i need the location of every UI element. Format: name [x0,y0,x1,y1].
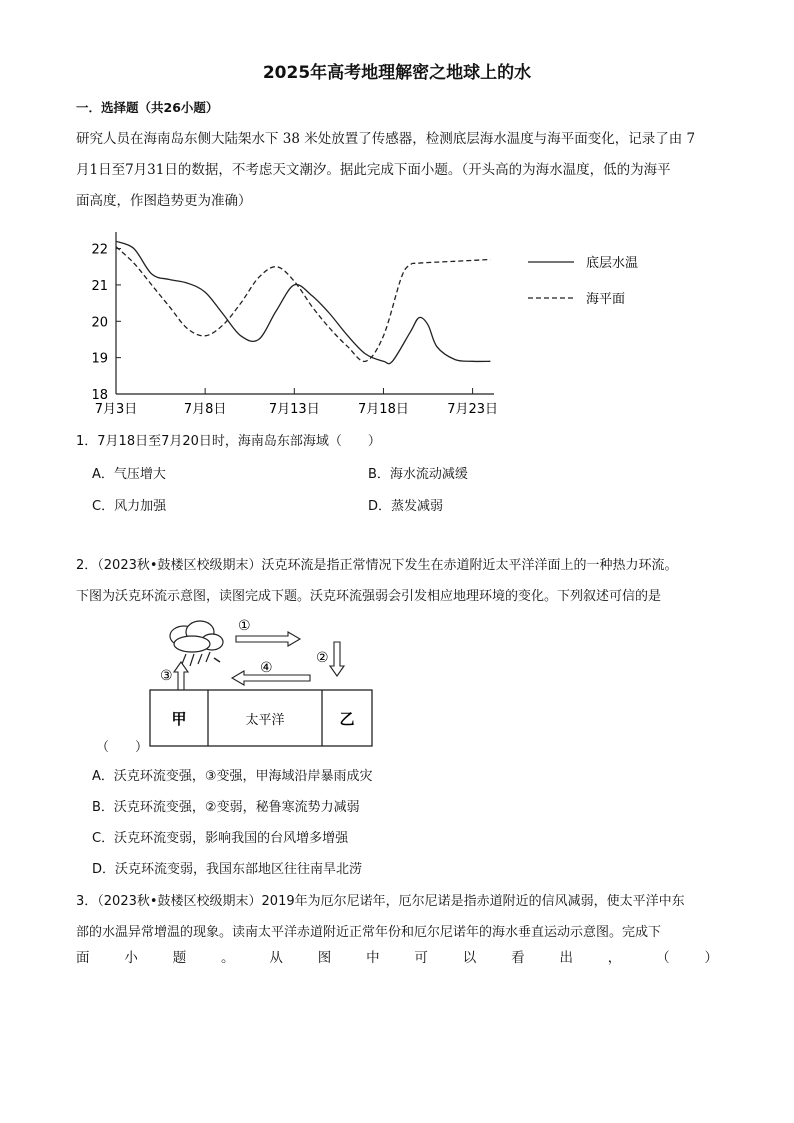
walker-circulation-diagram [148,614,378,750]
q2-option-c[interactable]: C．沃克环流变弱，影响我国的台风增多增强 [92,831,349,846]
y-tick-label: 22 [91,242,108,258]
q3-line-3-char: （ [656,950,670,966]
q3-line-2: 部的水温异常增温的现象。读南太平洋赤道附近正常年份和厄尔尼诺年的海水垂直运动示意图。完成下 [76,925,662,940]
series-line-water-temp [116,241,490,363]
legend-label: 底层水温 [586,256,639,271]
intro-line-2: 月1日至7月31日的数据，不考虑天文潮汐。据此完成下面小题。（开头高的为海水温度，低的为海平 [76,162,671,178]
legend-label: 海平面 [586,292,626,307]
rain-cloud-icon [170,621,223,666]
intro-line-1: 研究人员在海南岛东侧大陆架水下 38 米处放置了传感器，检测底层海水温度与海平面变化，记录了由 7 [76,131,696,147]
x-tick-label: 7月8日 [183,402,227,417]
q2-answer-blank: （ ） [96,740,149,755]
q3-line-3-char: 。 [221,950,235,966]
q2-line-2: 下图为沃克环流示意图，读图完成下题。沃克环流强弱会引发相应地理环境的变化。下列叙述可信的是 [76,589,662,604]
box-label-yi: 乙 [339,710,355,728]
arrow-2-label: ② [316,650,329,666]
x-tick-label: 7月13日 [268,402,320,417]
q3-line-3-char: 小 [124,950,138,966]
y-tick-label: 21 [91,278,108,294]
q3-line-3-char: 图 [317,950,332,966]
q3-line-3-char: 从 [269,950,283,966]
q3-line-3-char: ） [704,950,718,966]
q3-line-3-char: 以 [462,950,477,966]
q3-line-3-char: 题 [172,950,187,966]
arrow-4 [232,660,310,685]
q2-option-d[interactable]: D．沃克环流变弱，我国东部地区往往南旱北涝 [92,862,363,877]
question-intro [76,124,718,217]
q2-line-1: 2．（2023秋•鼓楼区校级期末）沃克环流是指正常情况下发生在赤道附近太平洋洋面上的一种热力环流。 [76,558,678,573]
q1-option-c[interactable]: C．风力加强 [92,499,167,514]
y-tick-label: 18 [91,388,108,403]
section-heading: 一．选择题（共26小题） [76,100,219,115]
q3-line-3-char: 面 [76,950,90,966]
q2-option-a[interactable]: A．沃克环流变强，③变强，甲海域沿岸暴雨成灾 [92,769,373,784]
q1-stem: 1．7月18日至7月20日时，海南岛东部海域（ ） [76,434,381,449]
chart-legend [528,255,638,307]
box-label-jia: 甲 [171,710,187,728]
q2-stem [76,550,718,612]
arrow-3-label: ③ [160,668,173,684]
q3-stem [76,886,718,948]
y-tick-label: 20 [91,315,108,331]
x-tick-label: 7月3日 [94,402,138,417]
q3-line-3-char: 中 [366,950,380,966]
arrow-1-label: ① [238,618,251,634]
q3-line-3-char: 可 [414,950,428,966]
x-tick-label: 7月18日 [358,402,409,417]
q3-line-1: 3．（2023秋•鼓楼区校级期末）2019年为厄尔尼诺年，厄尔尼诺是指赤道附近的信风减弱，使太平洋中东 [76,894,685,909]
arrow-2 [316,642,344,676]
chart-axes [91,232,498,417]
q2-option-b[interactable]: B．沃克环流变强，②变弱，秘鲁寒流势力减弱 [92,800,360,815]
box-label-pacific: 太平洋 [245,713,285,728]
y-tick-label: 19 [91,351,108,367]
arrow-1 [236,618,300,646]
arrow-3 [160,662,188,690]
x-tick-label: 7月23日 [447,402,499,417]
page-title: 2025年高考地理解密之地球上的水 [262,63,532,83]
series-line-sea-level [116,247,490,362]
chart-series [116,241,490,363]
q3-line-3-char: ， [607,950,622,966]
q3-line-3 [76,946,718,966]
q3-line-3-char: 出 [559,950,573,966]
temperature-sealevel-chart [76,228,676,428]
q1-option-b[interactable]: B．海水流动减缓 [368,467,468,482]
intro-line-3: 面高度，作图趋势更为准确） [76,193,252,209]
arrow-4-label: ④ [260,660,273,676]
q1-option-d[interactable]: D．蒸发减弱 [368,499,444,514]
q3-line-3-char: 看 [511,950,525,966]
q1-option-a[interactable]: A．气压增大 [92,467,166,482]
